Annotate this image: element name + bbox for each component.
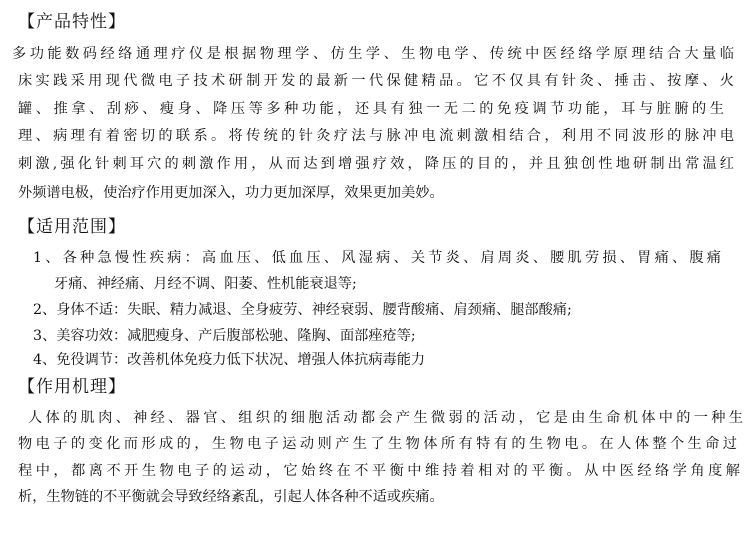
features-line-1: 多功能数码经络通理疗仪是根据物理学、仿生学、生物电学、传统中医经络学原理结合大量临 [12,46,734,62]
mechanism-heading: 【作用机理】 [18,377,126,397]
features-line-5: 刺激,强化针刺耳穴的刺激作用，从而达到增强疗效，降压的目的，并且独创性地研制出常温红 [18,156,734,172]
scope-heading: 【适用范围】 [18,217,126,237]
features-line-6: 外频谱电极，使治疗作用更加深入，功力更加深厚，效果更加美妙。 [18,185,444,201]
mechanism-line-4: 析，生物链的不平衡就会导致经络紊乱，引起人体各种不适或疾痛。 [18,489,444,505]
scope-item-3: 3、美容功效：减肥瘦身、产后腹部松驰、隆胸、面部痤疮等; [33,328,416,344]
scope-item-2: 2、身体不适：失眠、精力减退、全身疲劳、神经衰弱、腰背酸痛、肩颈痛、腿部酸痛; [33,302,572,318]
mechanism-line-2: 物电子的变化而形成的，生物电子运动则产生了生物体所有特有的生物电。在人体整个生命过 [18,436,737,452]
scope-item-1-continued: 牙痛、神经痛、月经不调、阳萎、性机能衰退等; [54,276,357,292]
features-line-2: 床实践采用现代微电子技术研制开发的最新一代保健精品。它不仅具有针灸、捶击、按摩、火 [18,73,734,89]
features-line-3: 罐、推拿、刮痧、瘦身、降压等多种功能，还具有独一无二的免疫调节功能，耳与脏腑的生 [18,101,724,117]
scope-item-1: 1、各种急慢性疾病：高血压、低血压、风湿病、关节炎、肩周炎、腰肌劳损、胃痛、腹痛 [33,250,721,266]
mechanism-line-1: 人体的肌肉、神经、器官、组织的细胞活动都会产生微弱的活动，它是由生命机体中的一种生 [28,410,743,426]
features-line-4: 理、病理有着密切的联系。将传统的针灸疗法与脉冲电流刺激相结合，利用不同波形的脉冲电 [18,128,734,144]
mechanism-line-3: 程中，都离不开生物电子的运动，它始终在不平衡中维持着相对的平衡。从中医经络学角度解 [18,463,740,479]
features-heading: 【产品特性】 [18,12,126,32]
scope-item-4: 4、免役调节：改善机体免疫力低下状况、增强人体抗病毒能力 [33,352,426,368]
